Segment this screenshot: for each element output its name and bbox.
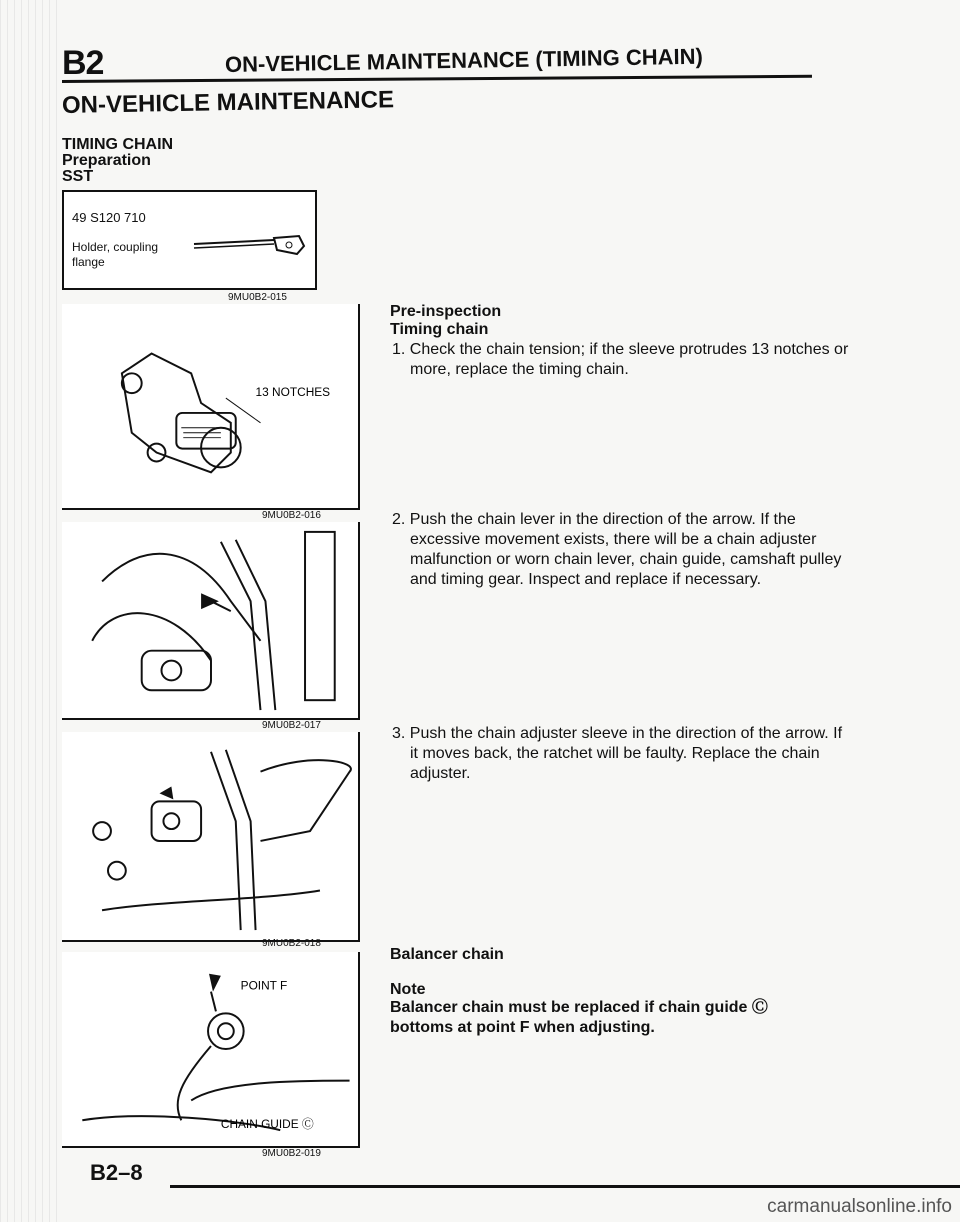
- sst-tool-name: Holder, coupling flange: [72, 240, 159, 269]
- step-2-text: 2. Push the chain lever in the direction of the arrow. If the excessive movement exists, there will be a chain adjuster malfunction or worn chain lever, chain guide, camshaft pulley and timing gear. Inspect and replace if necessary.: [392, 511, 842, 588]
- sst-table: [62, 190, 317, 290]
- footer-rule: [170, 1185, 960, 1188]
- figure-code-018: 9MU0B2-018: [262, 938, 321, 949]
- point-f-label: POINT F: [240, 978, 288, 993]
- binding-edge: [0, 0, 62, 1222]
- step-3-text: 3. Push the chain adjuster sleeve in the direction of the arrow. If it moves back, the ratchet will be faulty. Replace the chain adjuster.: [392, 725, 843, 782]
- notches-label: 13 NOTCHES: [255, 385, 331, 400]
- figure-chain-guide: [62, 952, 360, 1148]
- running-head: ON-VEHICLE MAINTENANCE (TIMING CHAIN): [224, 43, 704, 77]
- balancer-heading: Balancer chain: [390, 946, 504, 963]
- page-title: ON-VEHICLE MAINTENANCE: [61, 86, 395, 119]
- pre-inspection-heading: Pre-inspection: [390, 303, 502, 320]
- coupling-holder-tool-icon: [189, 232, 309, 262]
- timing-chain-subheading: Timing chain: [390, 321, 489, 338]
- note-label: Note: [390, 981, 426, 998]
- figure-notches: [62, 304, 360, 510]
- chain-guide-label: CHAIN GUIDE Ⓒ: [220, 1117, 314, 1132]
- figure-chain-lever: [62, 522, 360, 720]
- section-code: B2: [62, 44, 104, 82]
- figure-code-017: 9MU0B2-017: [262, 720, 321, 731]
- page-number: B2–8: [90, 1160, 143, 1185]
- subsection-title: TIMING CHAIN: [62, 136, 174, 153]
- step-1-text: 1. Check the chain tension; if the sleeve protrudes 13 notches or more, replace the timing chain.: [392, 341, 849, 378]
- sst-figure-code: 9MU0B2-015: [228, 292, 287, 303]
- sst-heading: SST: [62, 168, 94, 185]
- watermark: carmanualsonline.info: [767, 1196, 952, 1217]
- figure-code-016: 9MU0B2-016: [262, 510, 321, 521]
- figure-code-019: 9MU0B2-019: [262, 1148, 321, 1159]
- figure-adjuster-sleeve: [62, 732, 360, 942]
- preparation-heading: Preparation: [62, 152, 151, 169]
- note-text: Balancer chain must be replaced if chain guide Ⓒ bottoms at point F when adjusting.: [390, 999, 768, 1036]
- sst-tool-number: 49 S120 710: [72, 210, 146, 225]
- header-rule: [62, 75, 812, 83]
